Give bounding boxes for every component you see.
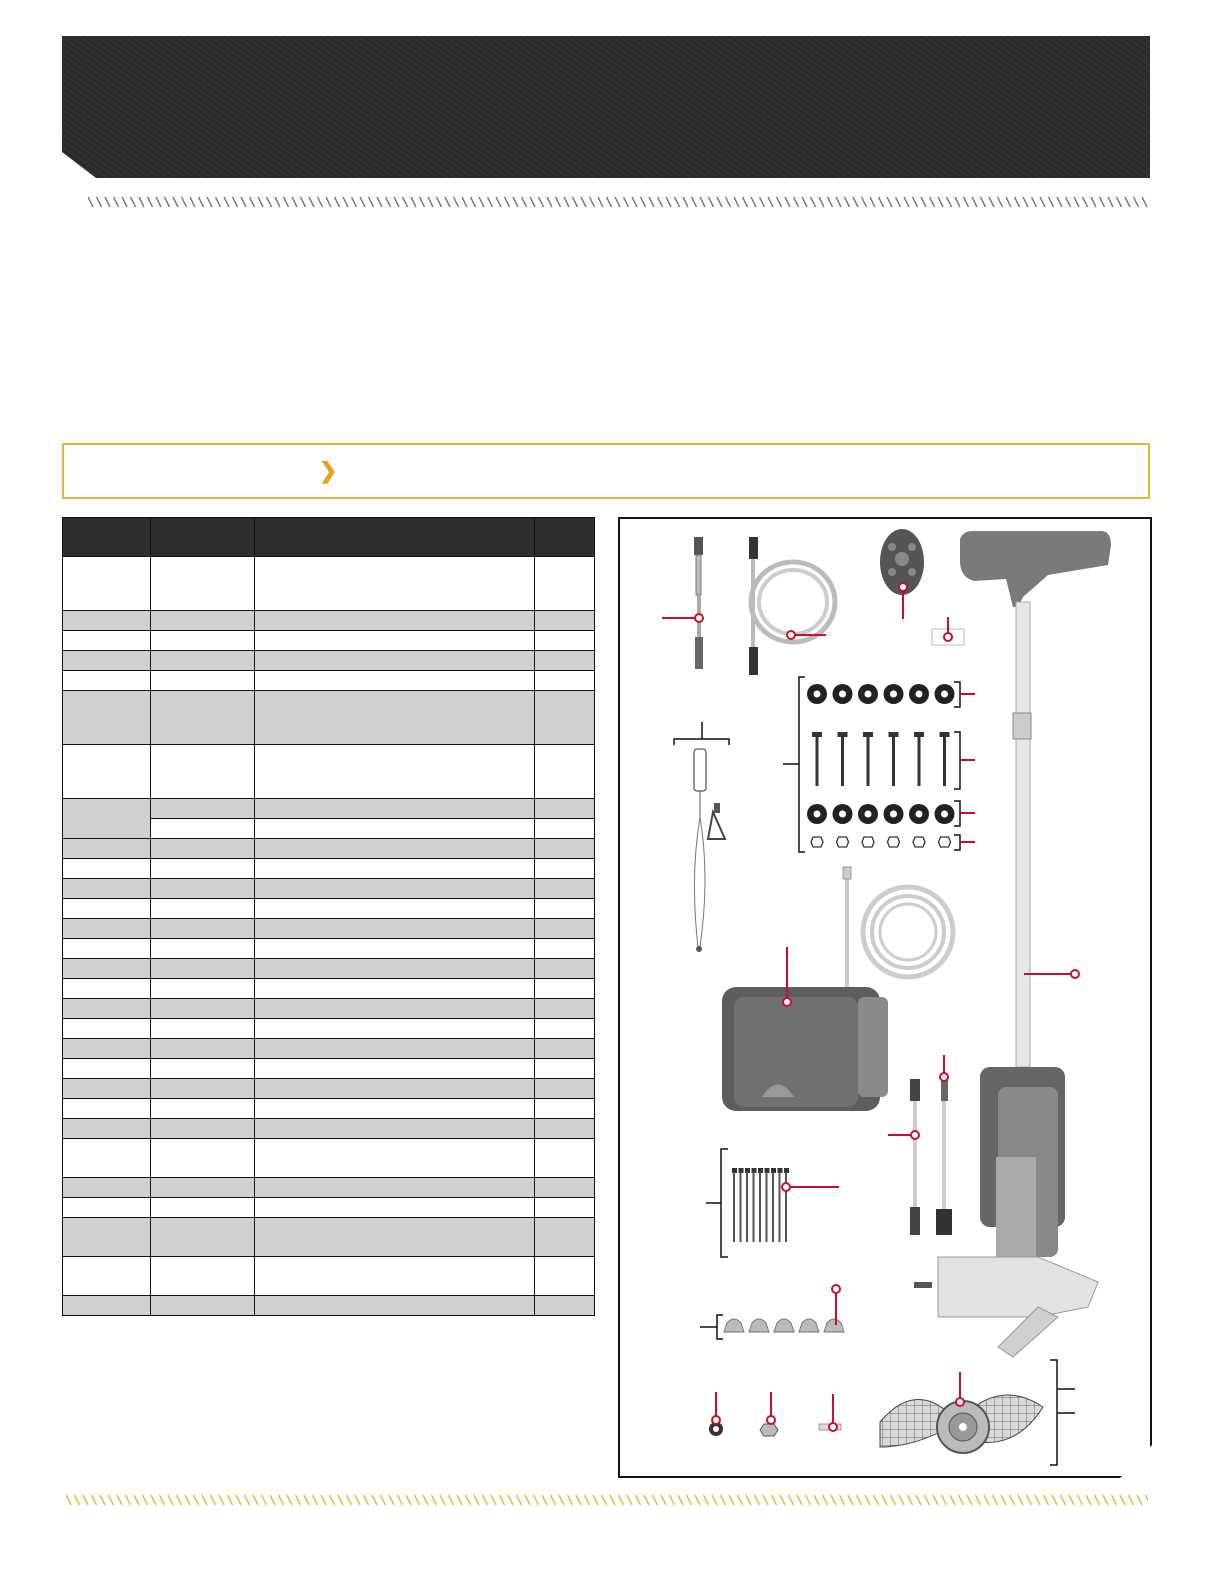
prop-washer-illustration [760, 1424, 778, 1436]
table-cell [535, 631, 595, 651]
table-cell [255, 631, 535, 651]
table-cell [255, 1296, 535, 1316]
table-cell [63, 557, 151, 611]
table-cell [255, 1257, 535, 1296]
table-cell [535, 745, 595, 799]
table-cell [535, 1019, 595, 1039]
table-row [63, 691, 595, 745]
table-cell [63, 959, 151, 979]
table-cell [63, 1139, 151, 1178]
table-cell [535, 1296, 595, 1316]
table-cell [63, 879, 151, 899]
table-row [63, 899, 595, 919]
table-cell [255, 799, 535, 819]
parts-table [62, 517, 595, 1316]
table-cell [151, 879, 255, 899]
table-row [63, 745, 595, 799]
table-cell [255, 691, 535, 745]
table-cell [151, 671, 255, 691]
table-cell [63, 1218, 151, 1257]
table-row [63, 979, 595, 999]
table-cell [63, 745, 151, 799]
table-cell [255, 745, 535, 799]
table-row [63, 859, 595, 879]
column-header [63, 518, 151, 557]
table-row [63, 919, 595, 939]
table-cell [63, 1099, 151, 1119]
cable-ties-illustration [732, 1168, 789, 1242]
table-header-row [63, 518, 595, 557]
table-cell [63, 999, 151, 1019]
table-row [63, 1139, 595, 1178]
hatch-divider-top [88, 196, 1150, 208]
table-cell [535, 1119, 595, 1139]
table-cell [255, 1039, 535, 1059]
table-row [63, 959, 595, 979]
table-cell [151, 651, 255, 671]
table-cell [63, 671, 151, 691]
table-row [63, 879, 595, 899]
table-row [63, 1218, 595, 1257]
table-cell [151, 1079, 255, 1099]
chevron-right-icon: ❯ [319, 458, 338, 483]
table-cell [151, 557, 255, 611]
table-cell [151, 1099, 255, 1119]
table-cell [63, 1119, 151, 1139]
table-row [63, 1099, 595, 1119]
table-cell [535, 1079, 595, 1099]
table-cell [151, 939, 255, 959]
table-row [63, 1059, 595, 1079]
table-cell [535, 1059, 595, 1079]
hatch-divider-bottom [66, 1494, 1148, 1506]
table-cell [151, 1059, 255, 1079]
table-cell [151, 1218, 255, 1257]
table-cell [63, 691, 151, 745]
table-cell [255, 839, 535, 859]
table-cell [63, 919, 151, 939]
adapter-cable-illustration [694, 537, 703, 669]
table-cell [535, 1198, 595, 1218]
table-cell [151, 979, 255, 999]
table-cell [63, 1019, 151, 1039]
table-cell [535, 671, 595, 691]
table-cell [63, 1039, 151, 1059]
table-cell [151, 819, 255, 839]
table-row [63, 1019, 595, 1039]
table-cell [151, 999, 255, 1019]
table-cell [63, 1079, 151, 1099]
table-cell [255, 611, 535, 631]
table-cell [151, 1178, 255, 1198]
table-cell [63, 611, 151, 631]
table-cell [63, 1178, 151, 1198]
table-cell [63, 979, 151, 999]
table-cell [535, 1257, 595, 1296]
table-cell [151, 1257, 255, 1296]
foot-pedal-illustration [722, 867, 953, 1111]
mounting-hardware-illustration [807, 684, 955, 847]
tie-mounts-illustration [724, 1319, 844, 1332]
table-row [63, 651, 595, 671]
table-cell [255, 879, 535, 899]
table-cell [255, 1059, 535, 1079]
table-cell [151, 859, 255, 879]
lanyard-illustration [694, 749, 725, 952]
table-row [63, 1198, 595, 1218]
table-cell [535, 919, 595, 939]
table-row [63, 1257, 595, 1296]
table-cell [63, 1198, 151, 1218]
table-cell [535, 959, 595, 979]
table-cell [535, 1039, 595, 1059]
table-row [63, 631, 595, 651]
table-cell [535, 1099, 595, 1119]
table-cell [535, 651, 595, 671]
table-cell [255, 919, 535, 939]
table-cell [255, 1218, 535, 1257]
table-cell [151, 839, 255, 859]
table-cell [63, 1257, 151, 1296]
table-body [63, 557, 595, 1316]
table-cell [151, 919, 255, 939]
table-cell [151, 611, 255, 631]
table-cell [63, 839, 151, 859]
table-cell [535, 859, 595, 879]
table-cell [151, 631, 255, 651]
table-cell [255, 999, 535, 1019]
table-cell [535, 611, 595, 631]
table-row [63, 1296, 595, 1316]
table-cell [151, 799, 255, 819]
table-cell [63, 939, 151, 959]
parts-figure [618, 517, 1150, 1477]
table-cell [535, 939, 595, 959]
table-cell [255, 1139, 535, 1178]
table-cell [255, 671, 535, 691]
table-cell [255, 557, 535, 611]
table-cell [151, 1139, 255, 1178]
table-cell [63, 1296, 151, 1316]
table-cell [151, 1296, 255, 1316]
table-cell [535, 999, 595, 1019]
table-cell [63, 799, 151, 839]
table-cell [255, 651, 535, 671]
table-row [63, 839, 595, 859]
notice-box [62, 443, 1150, 499]
table-row [63, 939, 595, 959]
table-row [63, 671, 595, 691]
table-cell [151, 1119, 255, 1139]
table-cell [535, 1178, 595, 1198]
table-cell [255, 979, 535, 999]
table-cell [151, 1019, 255, 1039]
table-cell [151, 745, 255, 799]
table-cell [535, 979, 595, 999]
table-row [63, 1039, 595, 1059]
table-cell [535, 1139, 595, 1178]
table-cell [535, 691, 595, 745]
table-row [63, 799, 595, 819]
table-cell [255, 1119, 535, 1139]
table-cell [535, 1218, 595, 1257]
column-header [255, 518, 535, 557]
table-cell [255, 819, 535, 839]
table-row [63, 557, 595, 611]
table-cell [151, 1039, 255, 1059]
table-cell [535, 799, 595, 819]
table-cell [255, 1099, 535, 1119]
table-cell [535, 819, 595, 839]
table-cell [255, 1198, 535, 1218]
table-row [63, 611, 595, 631]
table-cell [63, 651, 151, 671]
table-cell [151, 1198, 255, 1218]
table-row [63, 999, 595, 1019]
table-cell [255, 859, 535, 879]
extension-cable-illustration [749, 537, 835, 675]
table-row [63, 1178, 595, 1198]
table-cell [63, 859, 151, 879]
table-cell [255, 899, 535, 919]
table-cell [535, 899, 595, 919]
table-row [63, 1119, 595, 1139]
table-cell [151, 691, 255, 745]
table-cell [535, 839, 595, 859]
table-cell [63, 899, 151, 919]
table-row [63, 1079, 595, 1099]
table-cell [151, 959, 255, 979]
table-cell [535, 879, 595, 899]
table-cell [151, 899, 255, 919]
table-cell [255, 959, 535, 979]
column-header [151, 518, 255, 557]
table-cell [63, 1059, 151, 1079]
table-cell [63, 631, 151, 651]
table-cell [255, 939, 535, 959]
column-header [535, 518, 595, 557]
table-cell [535, 557, 595, 611]
power-adapter-illustration [910, 1077, 952, 1235]
table-cell [255, 1178, 535, 1198]
table-cell [255, 1079, 535, 1099]
header-banner [62, 36, 1150, 178]
table-cell [255, 1019, 535, 1039]
